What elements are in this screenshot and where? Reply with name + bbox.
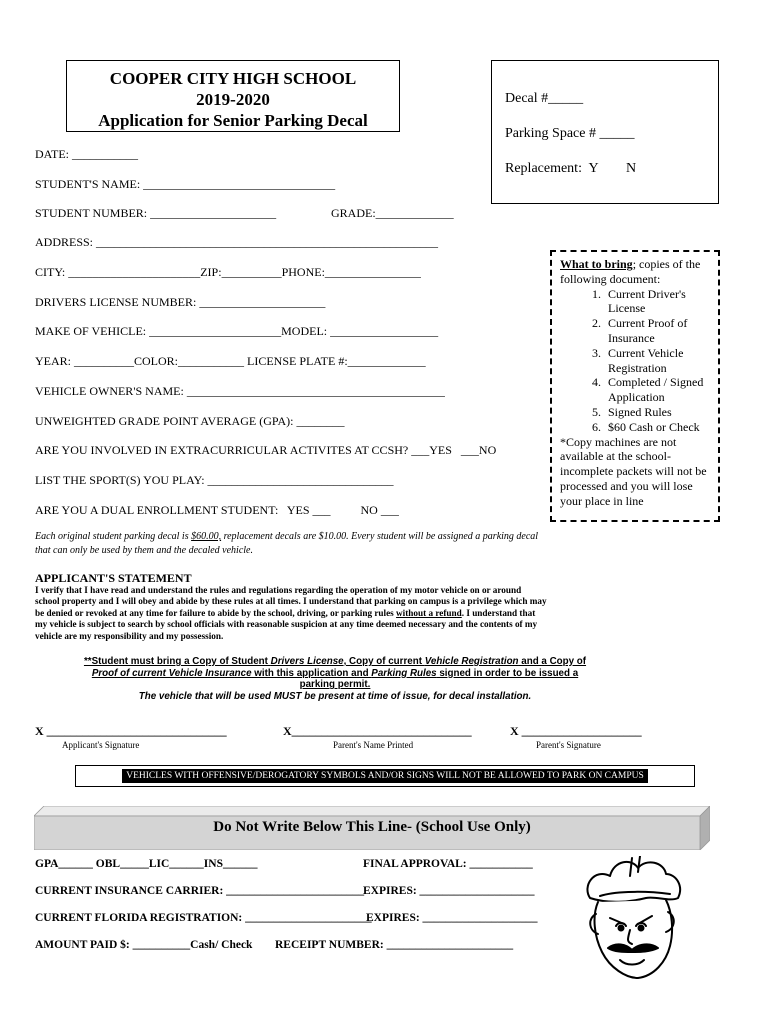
bring-item: 2. Current Proof of Insurance: [604, 316, 710, 346]
what-to-bring-intro: [560, 257, 710, 287]
req-part: , Copy of current: [343, 656, 425, 667]
what-to-bring-intro-text: ; copies of the following document:: [560, 257, 701, 286]
parking-space-field[interactable]: Parking Space # _____: [505, 126, 635, 141]
page-title: Application for Senior Parking Decal: [98, 111, 368, 130]
fee-note: [35, 530, 550, 558]
cowboy-mascot-logo: [580, 856, 690, 986]
fee-note-before: Each original student parking decal is: [35, 531, 192, 542]
gpa-field[interactable]: UNWEIGHTED GRADE POINT AVERAGE (GPA): ________: [35, 414, 345, 428]
statement-part: . I understand that my vehicle is subject to search by school officials with reasonable suspicion at any time deemed necessary and the contents of my vehicle are my responsibility and my possession.: [35, 607, 538, 641]
req-part: Parking Rules: [371, 667, 437, 679]
city-zip-phone-field[interactable]: CITY: ______________________ZIP:__________PHONE:________________: [35, 265, 421, 279]
vehicle-owner-field[interactable]: VEHICLE OWNER'S NAME: ___________________________________________: [35, 384, 445, 398]
req-part: with this application and: [251, 667, 372, 679]
grade-field[interactable]: GRADE:_____________: [331, 206, 454, 220]
applicant-signature-line[interactable]: X ______________________________: [35, 724, 227, 738]
bring-list: [560, 287, 710, 435]
fee-amount: $60.00,: [191, 531, 222, 542]
parent-signature-caption: Parent's Signature: [536, 740, 601, 750]
receipt-number-field[interactable]: RECEIPT NUMBER: ______________________: [275, 939, 514, 951]
warning-box: [75, 765, 695, 787]
applicant-signature-caption: Applicant's Signature: [62, 740, 140, 750]
school-name: COOPER CITY HIGH SCHOOL: [109, 69, 357, 88]
extracurricular-field[interactable]: ARE YOU INVOLVED IN EXTRACURRICULAR ACTIVITES AT CCSH? ___YES ___NO: [35, 443, 497, 457]
office-gpa-row[interactable]: GPA______ OBL_____LIC______INS______: [35, 858, 258, 870]
statement-heading: APPLICANT'S STATEMENT: [35, 571, 192, 585]
replacement-field[interactable]: Replacement: Y N: [505, 161, 637, 176]
school-year: 2019-2020: [196, 90, 270, 109]
fee-note-after: replacement decals are $10.00. Every student will be assigned a parking decal that can only be used by them and the decaled vehicle.: [35, 531, 539, 556]
statement-underlined: without a refund: [396, 607, 462, 618]
requirement-presence: The vehicle that will be used MUST be present at time of issue, for decal installation.: [138, 690, 532, 702]
decal-number-field[interactable]: Decal #_____: [505, 91, 584, 106]
bring-item: 5. Signed Rules: [604, 405, 710, 420]
what-to-bring-box: [550, 250, 720, 522]
student-number-field[interactable]: STUDENT NUMBER: _____________________: [35, 206, 277, 220]
req-part: Drivers License: [270, 656, 344, 667]
make-model-field[interactable]: MAKE OF VEHICLE: ______________________MODEL: __________________: [35, 324, 439, 338]
title-box: [66, 60, 400, 132]
statement-part: I verify that I have read and understand the rules and regulations regarding the operation of my motor vehicle on or around school property and I will obey and abide by these rules at all times. I understand that parking on campus is a privilege which may be denied or revoked at any time for failure to abide by the school, driving, or parking rules: [35, 585, 547, 618]
address-field[interactable]: ADDRESS: _________________________________________________________: [35, 235, 439, 249]
final-approval-field[interactable]: FINAL APPROVAL: ___________: [363, 858, 533, 870]
banner-text: Do Not Write Below This Line- (School Use Only): [213, 819, 531, 835]
insurance-carrier-field[interactable]: CURRENT INSURANCE CARRIER: ________________________: [35, 885, 365, 897]
bring-item: 1. Current Driver's License: [604, 287, 710, 317]
parent-name-caption: Parent's Name Printed: [333, 740, 414, 750]
parent-signature-line[interactable]: X ____________________: [510, 724, 642, 738]
bring-item: 3. Current Vehicle Registration: [604, 346, 710, 376]
date-field[interactable]: DATE: ___________: [35, 147, 138, 161]
bring-item: 6. $60 Cash or Check: [604, 420, 710, 435]
req-part: signed in order to be issued a parking permit.: [299, 667, 579, 691]
student-name-field[interactable]: STUDENT'S NAME: ________________________________: [35, 177, 336, 191]
req-part: Proof of current Vehicle Insurance: [91, 667, 252, 679]
bring-item: 4. Completed / Signed Application: [604, 375, 710, 405]
sports-field[interactable]: LIST THE SPORT(S) YOU PLAY: _______________________________: [35, 473, 394, 487]
decal-info-box: [491, 60, 719, 204]
requirement-note: [75, 656, 595, 702]
warning-text: VEHICLES WITH OFFENSIVE/DEROGATORY SYMBOLS AND/OR SIGNS WILL NOT BE ALLOWED TO PARK ON CAMPUS: [122, 769, 648, 783]
amount-paid-field[interactable]: AMOUNT PAID $: __________Cash/ Check: [35, 939, 253, 951]
insurance-expires-field[interactable]: EXPIRES: ____________________: [363, 885, 535, 897]
parent-name-line[interactable]: X______________________________: [283, 724, 472, 738]
year-color-plate-field[interactable]: YEAR: __________COLOR:___________ LICENSE PLATE #:_____________: [35, 354, 426, 368]
dual-enrollment-field[interactable]: ARE YOU A DUAL ENROLLMENT STUDENT: YES ___ NO ___: [35, 503, 399, 517]
statement-text: [35, 585, 547, 642]
req-part: **Student must bring a Copy of Student: [83, 656, 271, 667]
registration-expires-field[interactable]: EXPIRES: ____________________: [366, 912, 538, 924]
requirement-main: [84, 656, 586, 690]
copy-machine-note: *Copy machines are not available at the school- incomplete packets will not be processed and you will lose your place in line: [560, 434, 707, 508]
license-number-field[interactable]: DRIVERS LICENSE NUMBER: _____________________: [35, 295, 326, 309]
registration-field[interactable]: CURRENT FLORIDA REGISTRATION: ______________________: [35, 912, 372, 924]
req-part: and a Copy of: [518, 656, 587, 667]
req-part: Vehicle Registration: [424, 656, 519, 667]
what-to-bring-heading: What to bring: [560, 257, 633, 271]
